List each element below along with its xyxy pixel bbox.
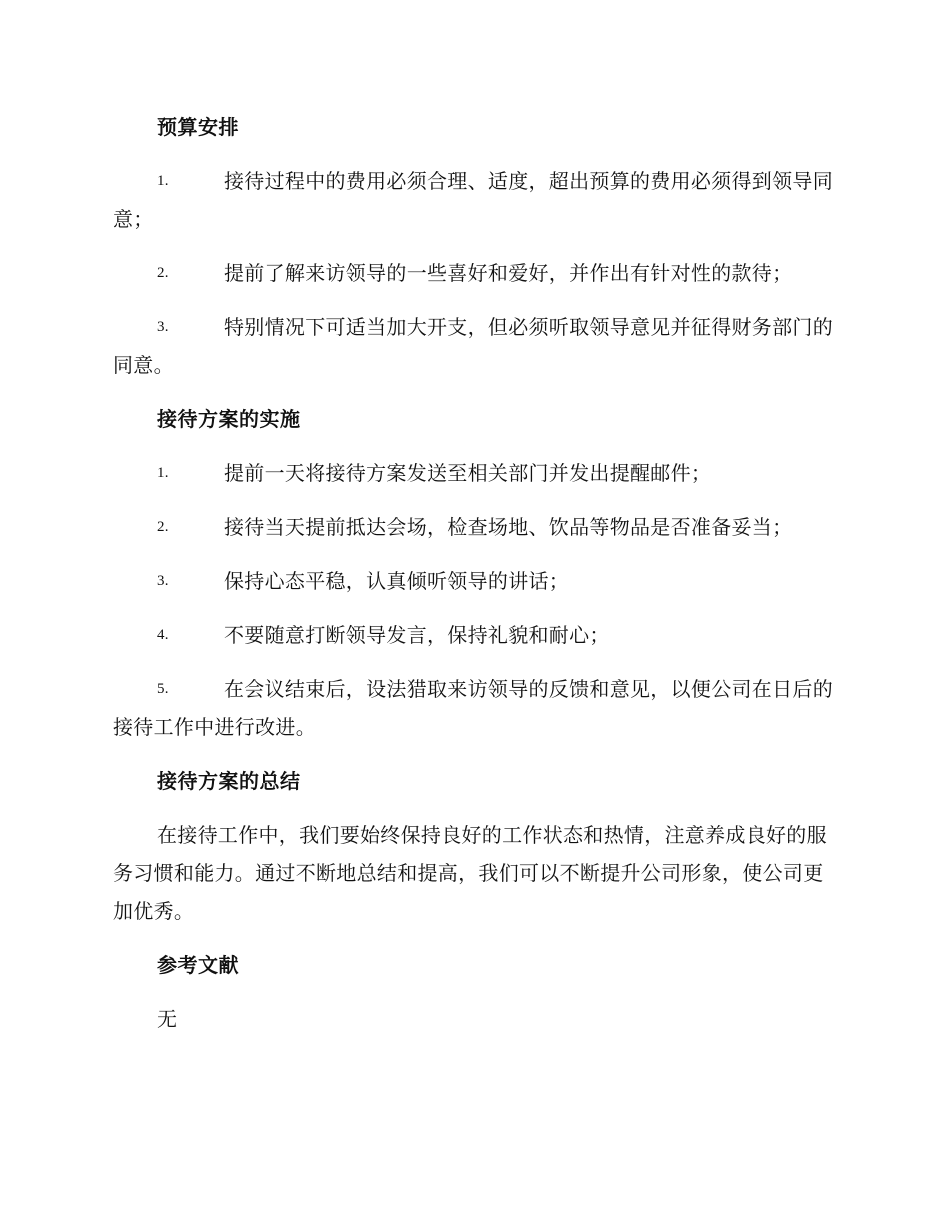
list-item-number: 3. — [157, 573, 169, 589]
list-item-text: 在会议结束后，设法猎取来访领导的反馈和意见，以便公司在日后的接待工作中进行改进。 — [113, 677, 833, 739]
document-content — [113, 108, 835, 1054]
list-item — [113, 162, 835, 238]
list-item-text: 接待过程中的费用必须合理、适度，超出预算的费用必须得到领导同意； — [113, 169, 833, 231]
list-item-number: 4. — [157, 627, 169, 643]
list-item-text: 提前了解来访领导的一些喜好和爱好，并作出有针对性的款待； — [224, 261, 793, 285]
list-item-text: 接待当天提前抵达会场，检查场地、饮品等物品是否准备妥当； — [224, 515, 793, 539]
list-item-number: 2. — [157, 265, 169, 281]
list-item-text: 保持心态平稳，认真倾听领导的讲话； — [224, 569, 570, 593]
section-heading-summary: 接待方案的总结 — [157, 769, 301, 793]
list-item-number: 5. — [157, 681, 169, 697]
list-item — [113, 308, 835, 384]
list-item-text: 特别情况下可适当加大开支，但必须听取领导意见并征得财务部门的同意。 — [113, 315, 833, 377]
list-item-number: 1. — [157, 465, 169, 481]
list-item-text: 不要随意打断领导发言，保持礼貌和耐心； — [224, 623, 610, 647]
section-heading-references: 参考文献 — [157, 953, 239, 977]
list-item — [113, 254, 835, 292]
list-item-number: 3. — [157, 319, 169, 335]
section-heading-budget: 预算安排 — [157, 115, 239, 139]
section-heading-implementation: 接待方案的实施 — [157, 407, 301, 431]
list-item — [113, 616, 835, 654]
list-item-text: 提前一天将接待方案发送至相关部门并发出提醒邮件； — [224, 461, 712, 485]
list-item — [113, 454, 835, 492]
list-item-number: 2. — [157, 519, 169, 535]
summary-paragraph: 在接待工作中，我们要始终保持良好的工作状态和热情，注意养成良好的服务习惯和能力。通过不断地总结和提高，我们可以不断提升公司形象，使公司更加优秀。 — [113, 823, 827, 923]
list-item — [113, 508, 835, 546]
list-item-number: 1. — [157, 173, 169, 189]
references-paragraph: 无 — [157, 1007, 178, 1031]
list-item — [113, 562, 835, 600]
list-item — [113, 670, 835, 746]
